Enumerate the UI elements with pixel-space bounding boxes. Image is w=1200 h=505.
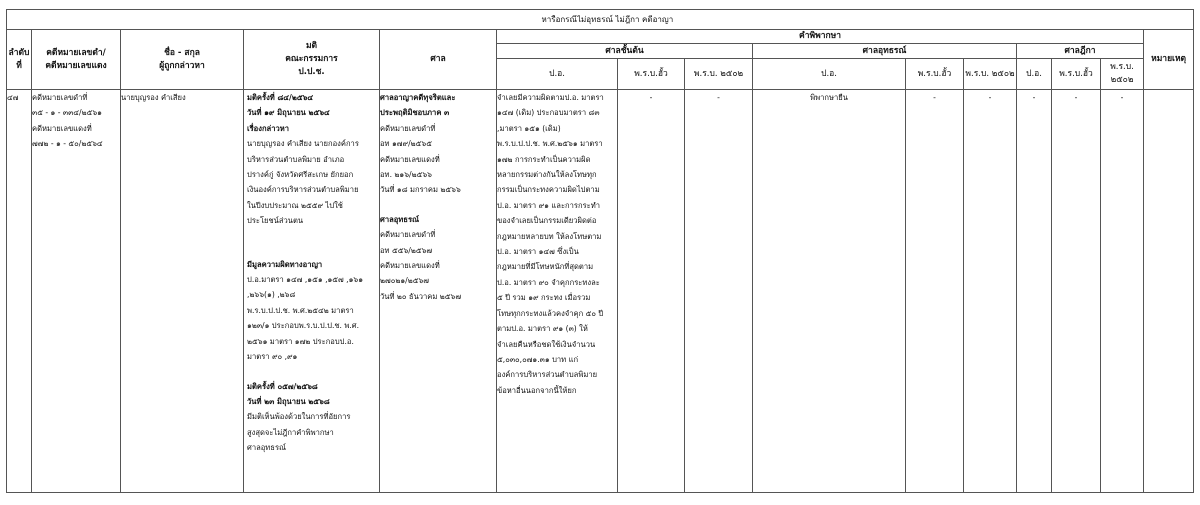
judgment-line: ป.อ. มาตรา ๙๑ และการกระทำ <box>497 200 600 210</box>
header-judgment-text: คำพิพากษา <box>799 31 842 41</box>
supreme-prb-2502-value: - <box>1120 93 1124 102</box>
appeal-prb-2502-value: - <box>988 93 992 102</box>
header-resolution-line3: ป.ป.ช. <box>298 67 325 77</box>
cell-first-court-prb-old <box>618 90 685 493</box>
appeal-court-line: ๒๗๐๒๑/๒๕๖๗ <box>380 276 430 286</box>
meeting2-date: วันที่ ๒๓ มิถุนายน ๒๕๖๘ <box>247 396 330 406</box>
header-name-line2: ผู้ถูกกล่าวหา <box>159 60 205 71</box>
allegation-line: ประโยชน์ส่วนตน <box>247 216 304 226</box>
first-court-title: ศาลอาญาคดีทุจริตและ <box>380 93 456 102</box>
offense-line: ป.อ.มาตรา ๑๔๗ ,๑๕๑ ,๑๕๗ ,๑๖๑ <box>247 275 364 285</box>
allegation-title: เรื่องกล่าวหา <box>247 123 289 133</box>
judgment-line: หลายกรรมต่างกันให้ลงโทษทุก <box>497 170 597 180</box>
cell-appeal-prb-old <box>906 90 964 493</box>
cell-appeal-prb-2502 <box>964 90 1017 493</box>
cell-supreme-prb-old <box>1052 90 1101 493</box>
first-court-prb-2502-value: - <box>717 93 720 102</box>
judgment-line: จำเลยมีความผิดตามป.อ. มาตรา <box>497 93 604 102</box>
spacer <box>247 229 379 243</box>
header-case-number <box>32 30 121 90</box>
allegation-line: เงินองค์การบริหารส่วนตำบลพิมาย <box>247 185 359 195</box>
header-note-text: หมายเหตุ <box>1151 54 1187 64</box>
table-row <box>7 90 1194 493</box>
judgment-line: กฎหมายหลายบท ให้ลงโทษตาม <box>497 231 602 241</box>
black-case-label: คดีหมายเลขดำที่ <box>32 93 88 102</box>
header-case-number-line1: คดีหมายเลขดำ/ <box>46 47 106 58</box>
judgment-line: ข้อหาอื่นนอกจากนี้ให้ยก <box>497 385 577 395</box>
header-supreme-prb-2502 <box>1101 59 1144 90</box>
spacer <box>247 365 379 379</box>
header-resolution <box>244 30 380 90</box>
header-first-court-text: ศาลชั้นต้น <box>605 45 644 56</box>
header-resolution-line1: มติ <box>305 41 318 51</box>
meeting2-line: มีมติเห็นพ้องด้วยในการที่อัยการ <box>247 412 351 422</box>
judgment-line: กฎหมายที่มีโทษหนักที่สุดตาม <box>497 262 594 272</box>
meeting2-line: ศาลอุทธรณ์ <box>247 443 287 453</box>
meeting2-title: มติครั้งที่ ๐๕๗/๒๕๖๘ <box>247 381 318 391</box>
cell-resolution <box>244 90 380 493</box>
header-seq <box>7 30 32 90</box>
judgment-line: จำเลยคืนหรือชดใช้เงินจำนวน <box>497 339 596 349</box>
header-first-prb-old-text: พ.ร.บ.ฮั้ว <box>634 68 668 79</box>
header-first-po-text: ป.อ. <box>549 68 565 79</box>
cell-seq <box>7 90 32 493</box>
judgment-line: พ.ร.บ.ป.ป.ช. พ.ศ.๒๕๖๑ มาตรา <box>497 139 603 149</box>
header-appeal-prb-2502 <box>964 59 1017 90</box>
header-supreme-court <box>1017 44 1144 59</box>
appeal-court-title: ศาลอุทธรณ์ <box>380 214 420 224</box>
table-title-spacer <box>7 10 497 30</box>
header-appeal-prb-2502-text: พ.ร.บ. ๒๕๐๒ <box>965 68 1015 79</box>
case-table <box>6 9 1194 493</box>
first-court-line: อท. ๒๑๖/๒๕๖๖ <box>380 170 432 180</box>
judgment-line: ๑๔๗ (เดิม) ประกอบมาตรา ๘๓ <box>497 108 600 118</box>
first-court-title-2: ประพฤติมิชอบภาค ๓ <box>380 108 450 118</box>
header-seq-line1: ลำดับ <box>8 47 30 58</box>
first-court-line: คดีหมายเลขดำที่ <box>380 123 436 133</box>
header-appeal-court-text: ศาลอุทธรณ์ <box>862 45 907 56</box>
offense-line: ,๒๖๖(๑) ,๒๖๘ <box>247 290 296 300</box>
black-case-number: ๓๕ - ๑ - ๓๓๔/๒๕๖๑ <box>32 108 102 118</box>
offense-line: ๑๒๓/๑ ประกอบพ.ร.บ.ป.ป.ช. พ.ศ. <box>247 321 360 331</box>
header-supreme-po-text: ป.อ. <box>1026 68 1042 79</box>
first-court-prb-old-value: - <box>649 93 653 102</box>
allegation-line: ในปีงบประมาณ ๒๕๕๙ ไปใช้ <box>247 200 343 210</box>
header-appeal-prb-old-text: พ.ร.บ.ฮั้ว <box>917 68 952 79</box>
first-court-line: อท ๑๗๙/๒๕๖๕ <box>380 139 432 149</box>
allegation-line: ปรางค์กู่ จังหวัดศรีสะเกษ ยักยอก <box>247 170 354 180</box>
offense-title: มีมูลความผิดทางอาญา <box>247 259 323 269</box>
table-title-text: หารือกรณีไม่อุทธรณ์ ไม่ฎีกา คดีอาญา <box>541 15 674 24</box>
header-supreme-prb-2502-line2: ๒๕๐๒ <box>1110 75 1134 85</box>
cell-court <box>380 90 497 493</box>
header-name-line1: ชื่อ - สกุล <box>164 47 200 58</box>
judgment-line: โทษทุกกระทงแล้วคงจำคุก ๕๐ ปี <box>497 308 604 318</box>
offense-line: พ.ร.บ.ป.ป.ช. พ.ศ.๒๕๔๒ มาตรา <box>247 305 354 315</box>
cell-name <box>121 90 244 493</box>
header-first-prb-2502 <box>685 59 753 90</box>
red-case-label: คดีหมายเลขแดงที่ <box>32 123 92 133</box>
header-name <box>121 30 244 90</box>
header-appeal-court <box>753 44 1017 59</box>
offense-line: ๒๕๖๑ มาตรา ๑๗๒ ประกอบป.อ. <box>247 336 354 346</box>
appeal-court-line: วันที่ ๒๐ ธันวาคม ๒๕๖๗ <box>380 291 462 301</box>
cell-first-court-po <box>497 90 618 493</box>
table-title <box>497 10 1194 30</box>
header-court-text: ศาล <box>430 54 446 64</box>
header-supreme-prb-old-text: พ.ร.บ.ฮั้ว <box>1059 68 1093 79</box>
header-first-prb-2502-text: พ.ร.บ. ๒๕๐๒ <box>693 68 744 79</box>
header-seq-line2: ที่ <box>16 60 22 71</box>
header-supreme-prb-old <box>1052 59 1101 90</box>
header-note <box>1144 30 1194 90</box>
spacer <box>247 243 379 257</box>
header-case-number-line2: คดีหมายเลขแดง <box>45 60 107 71</box>
spacer <box>380 198 496 212</box>
cell-supreme-prb-2502 <box>1101 90 1144 493</box>
header-appeal-po <box>753 59 906 90</box>
header-supreme-court-text: ศาลฎีกา <box>1064 45 1096 56</box>
judgment-line: องค์การบริหารส่วนตำบลพิมาย <box>497 370 598 380</box>
cell-note <box>1144 90 1194 493</box>
header-resolution-line2: คณะกรรมการ <box>285 54 338 64</box>
judgment-line: ป.อ. มาตรา ๑๔๗ ซึ่งเป็น <box>497 247 579 257</box>
header-first-prb-old <box>618 59 685 90</box>
accused-name: นายบุญรอง คำเสียง <box>121 93 186 102</box>
header-first-po <box>497 59 618 90</box>
appeal-court-line: คดีหมายเลขแดงที่ <box>380 261 440 271</box>
first-court-line: วันที่ ๑๘ มกราคม ๒๕๖๖ <box>380 185 461 195</box>
meeting2-line: สูงสุดจะไม่ฎีกาคำพิพากษา <box>247 427 334 437</box>
header-judgment <box>497 30 1144 44</box>
supreme-po-value: - <box>1032 93 1036 102</box>
header-first-court <box>497 44 753 59</box>
meeting1-date: วันที่ ๑๙ มิถุนายน ๒๕๖๔ <box>247 108 330 118</box>
cell-first-court-prb-2502 <box>685 90 753 493</box>
judgment-line: ๑๗๒ การกระทำเป็นความผิด <box>497 154 591 164</box>
seq-value: ๔๗ <box>7 93 19 102</box>
cell-appeal-po <box>753 90 906 493</box>
judgment-line: ๕ ปี รวม ๑๙ กระทง เมื่อรวม <box>497 293 591 303</box>
appeal-po-value: พิพากษายืน <box>810 93 848 102</box>
appeal-prb-old-value: - <box>933 93 936 102</box>
appeal-court-line: อท ๕๕๖/๒๕๖๗ <box>380 245 433 255</box>
supreme-prb-old-value: - <box>1074 93 1078 102</box>
header-supreme-prb-2502-line1: พ.ร.บ. <box>1110 62 1134 72</box>
cell-case-number <box>32 90 121 493</box>
cell-supreme-po <box>1017 90 1052 493</box>
judgment-line: ,มาตรา ๑๕๑ (เดิม) <box>497 123 561 133</box>
header-appeal-po-text: ป.อ. <box>821 68 837 79</box>
appeal-court-line: คดีหมายเลขดำที่ <box>380 230 436 240</box>
judgment-line: ตามป.อ. มาตรา ๙๑ (๓) ให้ <box>497 324 588 334</box>
header-appeal-prb-old <box>906 59 964 90</box>
judgment-line: ป.อ. มาตรา ๙๐ จำคุกกระทงละ <box>497 277 600 287</box>
allegation-line: บริหารส่วนตำบลพิมาย อำเภอ <box>247 154 345 164</box>
judgment-line: กรรมเป็นกระทงความผิดไปตาม <box>497 185 600 195</box>
header-supreme-po <box>1017 59 1052 90</box>
offense-line: มาตรา ๙๐ ,๙๑ <box>247 352 298 362</box>
header-court <box>380 30 497 90</box>
judgment-line: ๕,๐๓๐,๐๗๑.๓๑ บาท แก่ <box>497 354 579 364</box>
judgment-line: ของจำเลยเป็นกรรมเดียวผิดต่อ <box>497 216 597 226</box>
first-court-line: คดีหมายเลขแดงที่ <box>380 154 440 164</box>
red-case-number: ๗๗๒ - ๑ - ๕๐/๒๕๖๔ <box>32 139 103 149</box>
allegation-line: นายบุญรอง คำเสียง นายกองค์การ <box>247 139 359 149</box>
meeting1-title: มติครั้งที่ ๘๔/๒๕๖๔ <box>247 93 314 102</box>
